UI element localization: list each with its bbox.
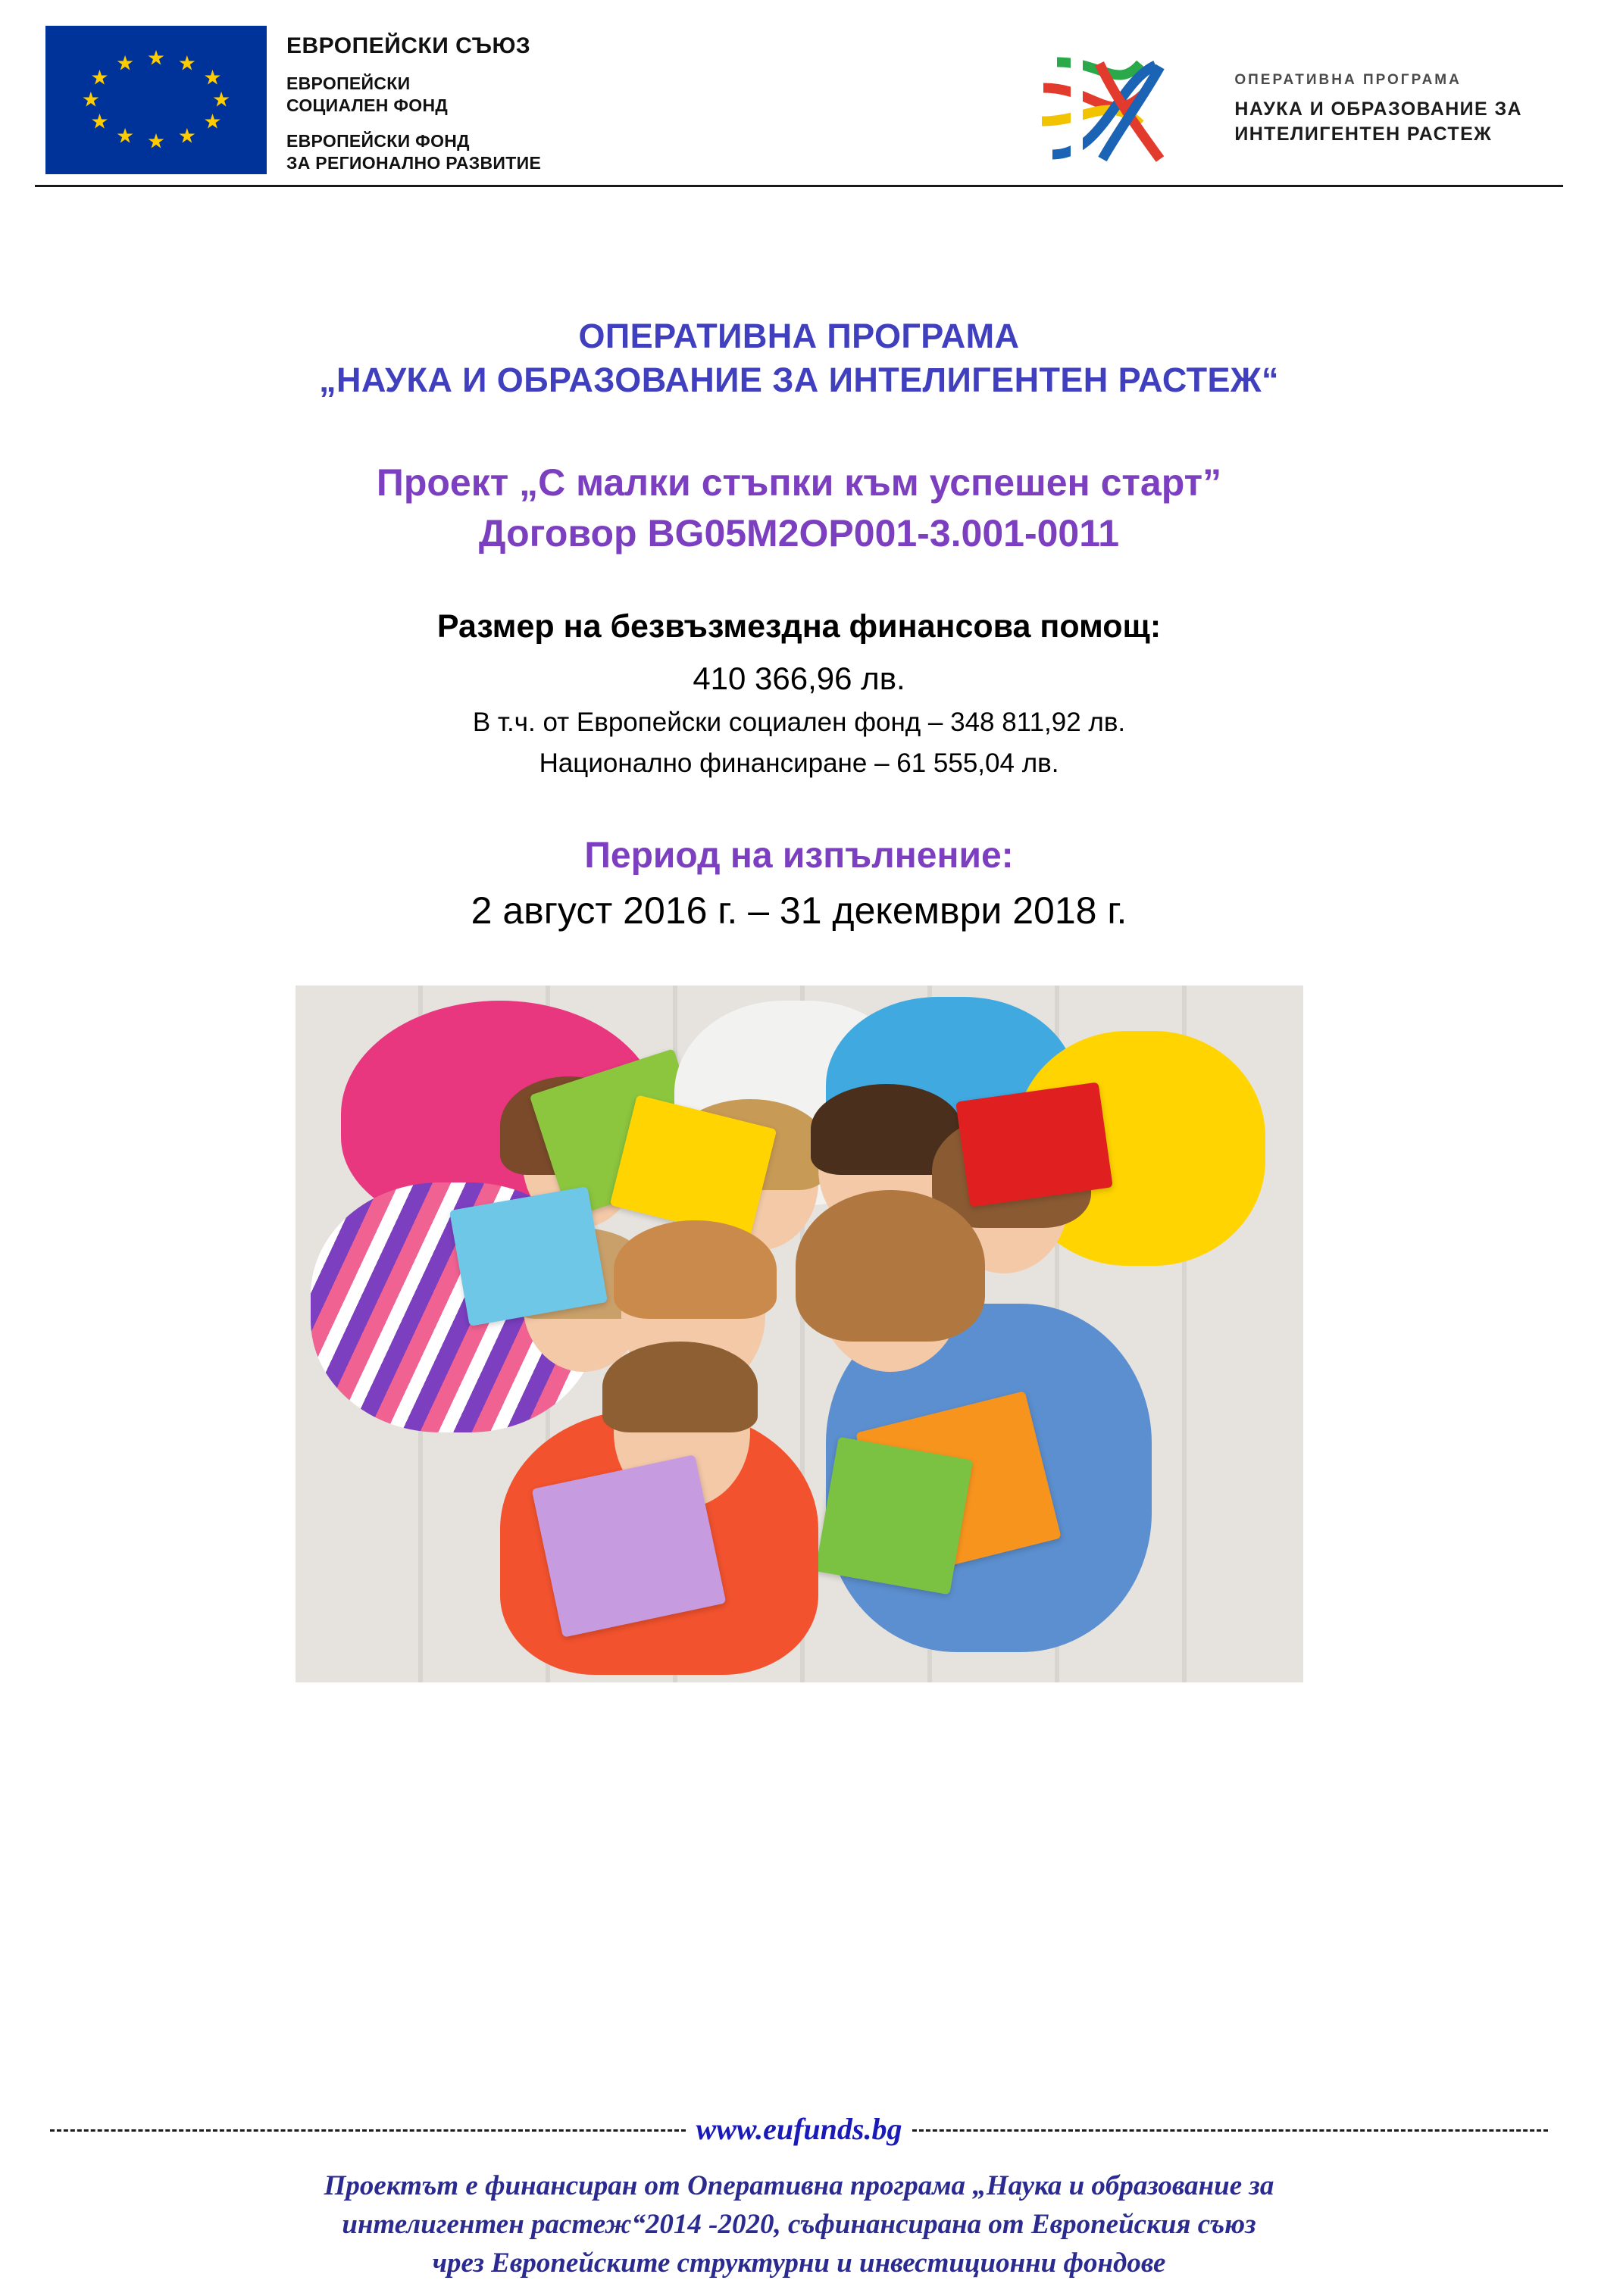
funding-disclaimer-line3: чрез Европейските структурни и инвестиционни фондове: [432, 2247, 1166, 2279]
eu-erdf-line1: ЕВРОПЕЙСКИ ФОНД: [286, 130, 470, 151]
book-lightblue: [449, 1186, 607, 1326]
op-science-education-logo-icon: [1027, 48, 1216, 170]
project-name: Проект „С малки стъпки към успешен старт”: [376, 461, 1222, 504]
op-logo-title-line2: ИНТЕЛИГЕНТЕН РАСТЕЖ: [1234, 123, 1493, 145]
header-divider: [35, 185, 1563, 187]
eu-title: ЕВРОПЕЙСКИ СЪЮЗ: [286, 33, 531, 58]
eu-text-block: [286, 26, 541, 174]
eufunds-link[interactable]: www.eufunds.bg: [696, 2111, 902, 2146]
document-body: [0, 314, 1598, 1682]
period-value: 2 август 2016 г. – 31 декември 2018 г.: [471, 889, 1127, 932]
op-logo-title-line1: НАУКА И ОБРАЗОВАНИЕ ЗА: [1234, 98, 1522, 120]
eu-esf-line2: СОЦИАЛЕН ФОНД: [286, 95, 449, 115]
grant-amount: 410 366,96 лв.: [693, 661, 905, 697]
funding-disclaimer-line1: Проектът е финансиран от Оперативна програма „Наука и образование за: [324, 2169, 1274, 2201]
project-title: [61, 458, 1537, 558]
divider-right: [912, 2129, 1548, 2132]
grant-national-amount: Национално финансиране – 61 555,04 лв.: [539, 748, 1059, 779]
website-row: [0, 2111, 1598, 2147]
child-center-hair: [614, 1220, 777, 1319]
children-lying-in-circle-with-books-photo: [296, 986, 1303, 1682]
eu-erdf-label: [286, 130, 541, 174]
contract-number: Договор BG05M2OP001-3.001-0011: [478, 511, 1120, 554]
document-header: [0, 0, 1598, 174]
photo-frame: [296, 986, 1303, 1682]
funding-disclaimer: [0, 2166, 1598, 2282]
grant-esf-amount: В т.ч. от Европейски социален фонд – 348 811,92 лв.: [472, 708, 1126, 738]
eu-erdf-line2: ЗА РЕГИОНАЛНО РАЗВИТИЕ: [286, 152, 542, 173]
eu-emblem-block: [45, 26, 541, 174]
op-logo-block: [1027, 26, 1553, 170]
funding-disclaimer-line2: интелигентен растеж“2014 -2020, съфинансирана от Европейския съюз: [342, 2208, 1256, 2240]
eu-esf-label: [286, 73, 541, 117]
document-footer: [0, 2111, 1598, 2282]
child-orange-hair: [602, 1342, 758, 1432]
divider-left: [50, 2129, 686, 2132]
period-label: Период на изпълнение:: [584, 836, 1014, 876]
program-heading: [61, 314, 1537, 401]
child-denim-hair: [796, 1190, 985, 1342]
program-heading-line1: ОПЕРАТИВНА ПРОГРАМА: [578, 317, 1020, 355]
op-logo-subtitle: ОПЕРАТИВНА ПРОГРАМА: [1234, 72, 1462, 89]
eu-esf-line1: ЕВРОПЕЙСКИ: [286, 73, 411, 93]
program-heading-line2: „НАУКА И ОБРАЗОВАНИЕ ЗА ИНТЕЛИГЕНТЕН РАСТЕЖ“: [319, 360, 1279, 399]
eu-flag-icon: ★ ★ ★ ★ ★ ★ ★ ★ ★ ★ ★ ★: [45, 26, 267, 174]
grant-label: Размер на безвъзмездна финансова помощ:: [436, 608, 1162, 645]
book-green-2: [815, 1437, 973, 1595]
op-logo-text: [1234, 71, 1522, 147]
book-red: [955, 1082, 1113, 1207]
